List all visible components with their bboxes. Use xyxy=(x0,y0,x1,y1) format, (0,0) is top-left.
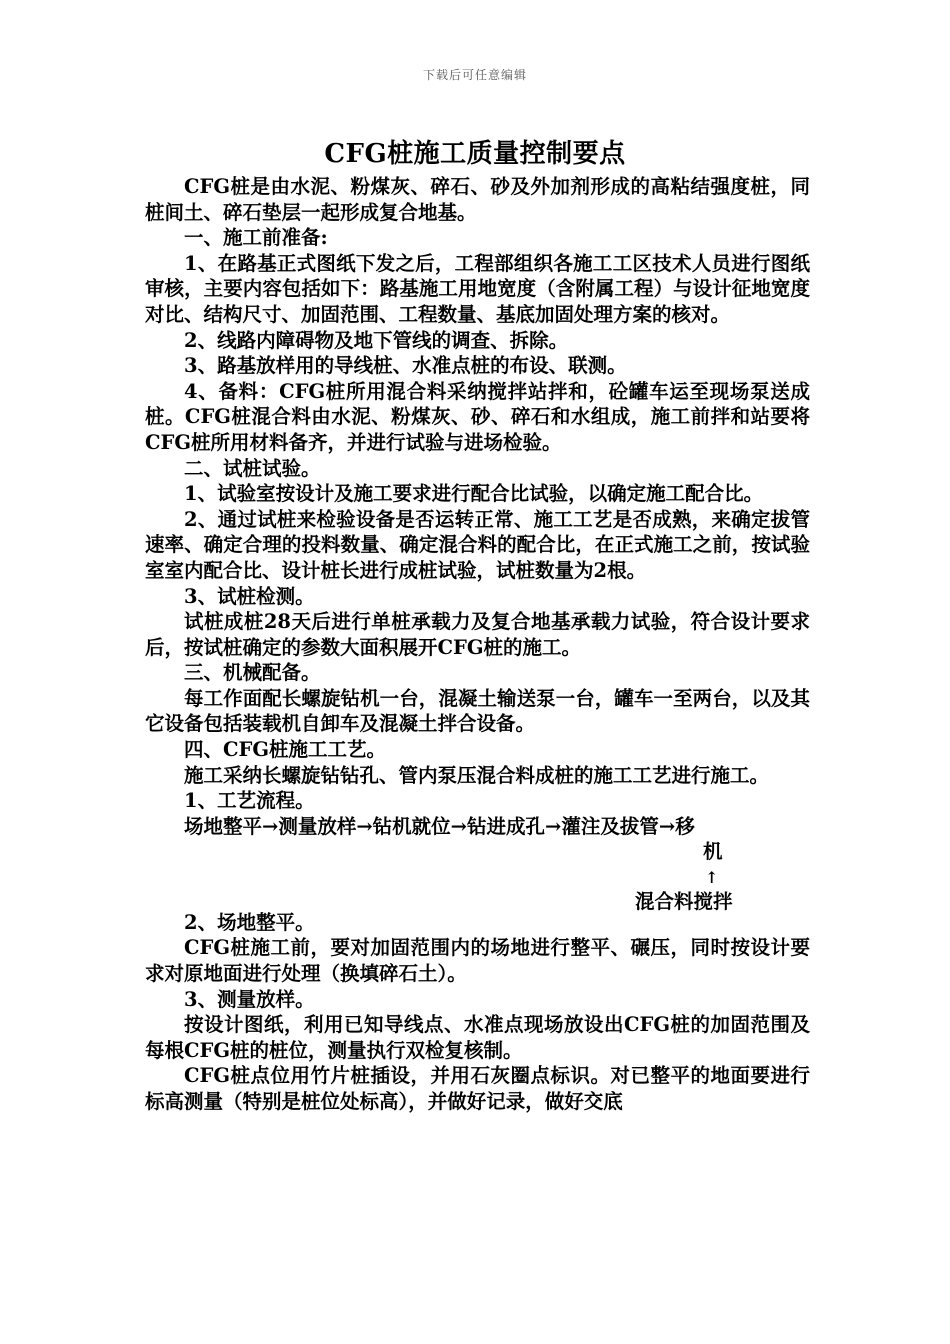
page-header: 下载后可任意编辑 xyxy=(422,68,527,82)
document-title: CFG桩施工质量控制要点 xyxy=(324,139,626,169)
section-heading-trial-pile: 二、试桩试验。 xyxy=(184,456,321,480)
section-heading-preparation: 一、施工前准备: xyxy=(184,226,328,250)
process-flow-mixing: 混合料搅拌 xyxy=(635,889,733,913)
paragraph: 3、路基放样用的导线桩、水准点桩的布设、联测。 xyxy=(184,354,627,378)
process-flow-tail: 机 xyxy=(703,839,723,863)
process-flow xyxy=(145,814,810,913)
section-heading-survey: 3、测量放样。 xyxy=(184,987,315,1011)
paragraph: 2、通过试桩来检验设备是否运转正常、施工工艺是否成熟，来确定拔管速率、确定合理的投料数量、确定混合料的配合比，在正式施工之前，按试验室室内配合比、设计桩长进行成桩试验，试桩数量为2根。 xyxy=(145,507,810,582)
paragraph-intro: CFG桩是由水泥、粉煤灰、碎石、砂及外加剂形成的高粘结强度桩，同桩间土、碎石垫层一起形成复合地基。 xyxy=(145,175,810,224)
paragraph: 2、线路内障碍物及地下管线的调查、拆除。 xyxy=(184,328,569,352)
section-heading-leveling: 2、场地整平。 xyxy=(184,910,315,934)
section-heading-process: 四、CFG桩施工工艺。 xyxy=(184,738,387,762)
process-flow-line: 场地整平→测量放样→钻机就位→钻进成孔→灌注及拔管→移 xyxy=(184,814,695,838)
paragraph: 试桩成桩28天后进行单桩承载力及复合地基承载力试验，符合设计要求后，按试桩确定的参数大面积展开CFG桩的施工。 xyxy=(145,610,810,659)
paragraph: 4、备料：CFG桩所用混合料采纳搅拌站拌和，砼罐车运至现场泵送成桩。CFG桩混合料由水泥、粉煤灰、砂、碎石和水组成，施工前拌和站要将CFG桩所用材料备齐，并进行试验与进场检验。 xyxy=(145,379,810,454)
section-heading-machinery: 三、机械配备。 xyxy=(184,661,321,685)
paragraph: CFG桩施工前，要对加固范围内的场地进行整平、碾压，同时按设计要求对原地面进行处理（换填碎石土）。 xyxy=(145,936,810,986)
document-body xyxy=(145,174,810,1115)
paragraph: 施工采纳长螺旋钻钻孔、管内泵压混合料成桩的施工工艺进行施工。 xyxy=(184,763,770,787)
paragraph: 1、在路基正式图纸下发之后，工程部组织各施工工区技术人员进行图纸审核，主要内容包括如下：路基施工用地宽度（含附属工程）与设计征地宽度对比、结构尺寸、加固范围、工程数量、基底加固处理方案的核对。 xyxy=(145,251,810,326)
up-arrow-icon: ↑ xyxy=(705,867,719,887)
paragraph: 1、工艺流程。 xyxy=(184,789,315,813)
paragraph: 按设计图纸，利用已知导线点、水准点现场放设出CFG桩的加固范围及每根CFG桩的桩位，测量执行双检复核制。 xyxy=(145,1013,810,1062)
paragraph: 每工作面配长螺旋钻机一台，混凝土输送泵一台，罐车一至两台，以及其它设备包括装载机自卸车及混凝土拌合设备。 xyxy=(145,686,810,736)
paragraph: CFG桩点位用竹片桩插设，并用石灰圈点标识。对已整平的地面要进行标高测量（特别是桩位处标高），并做好记录，做好交底 xyxy=(145,1064,810,1113)
paragraph: 3、试桩检测。 xyxy=(184,584,315,608)
paragraph: 1、试验室按设计及施工要求进行配合比试验，以确定施工配合比。 xyxy=(184,482,764,506)
